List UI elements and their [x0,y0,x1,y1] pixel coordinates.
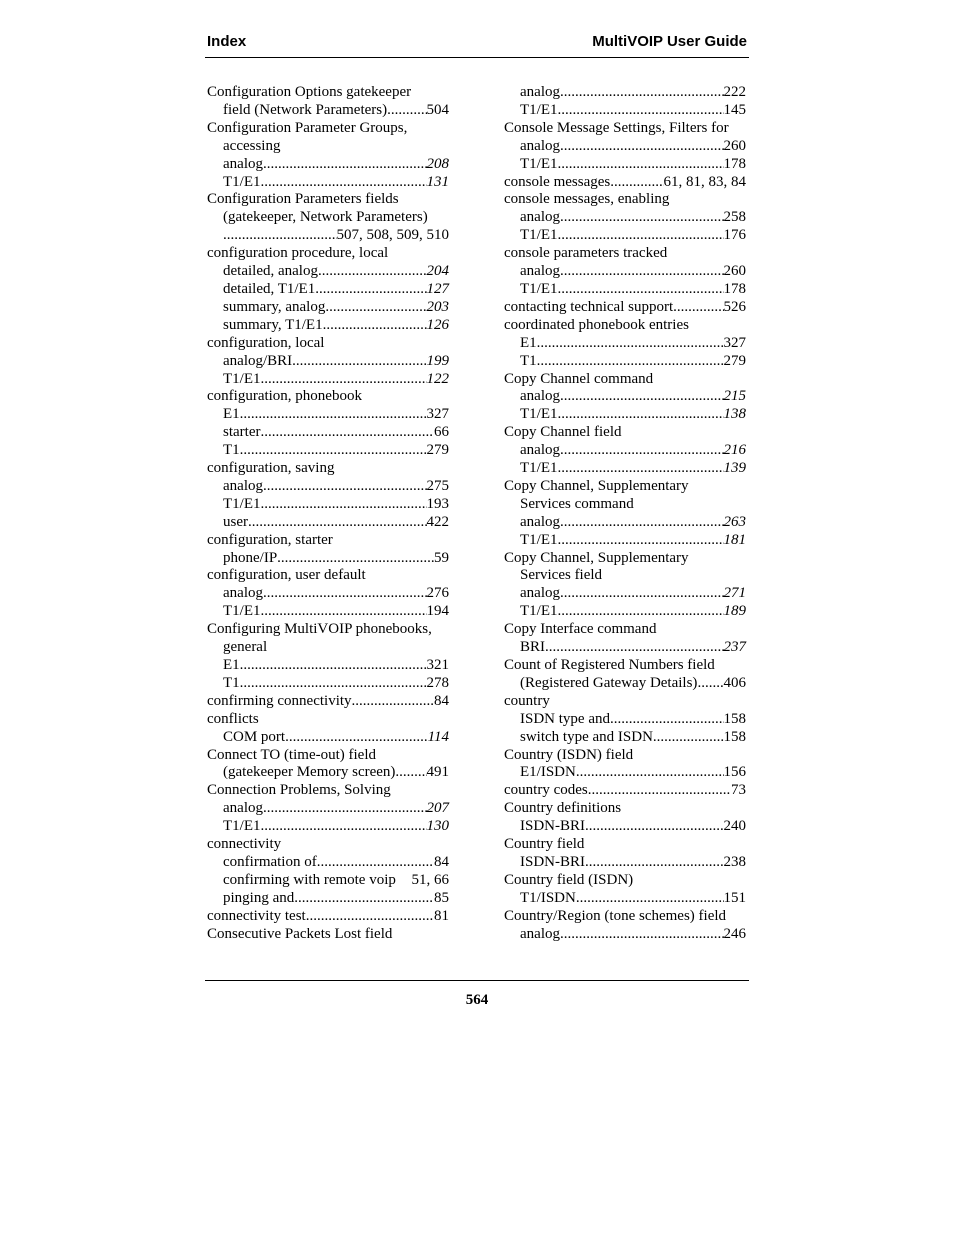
index-entry [504,335,746,353]
dot-leader [697,675,723,693]
dot-leader [261,371,427,389]
index-entry [207,764,449,782]
index-entry: general [223,639,268,656]
index-page-ref: 260 [723,137,746,154]
index-entry: Copy Interface command [504,621,657,638]
dot-leader [315,281,426,299]
index-entry-text: analog [520,263,560,280]
index-page-ref: 204 [426,263,449,280]
index-page-ref: 122 [426,370,449,387]
index-page-ref: 278 [426,674,449,691]
dot-leader [545,639,723,657]
index-page-ref: 208 [426,155,449,172]
index-entry: Country/Region (tone schemes) field [504,907,727,924]
index-entry: conflicts [207,710,259,727]
index-entry [504,156,746,174]
index-entry-text: analog [223,800,263,817]
index-entry [504,603,746,621]
index-entry [207,693,449,711]
index-page-ref: 246 [723,925,746,942]
index-entry-text: contacting technical support [504,298,674,315]
index-entry-text: T1/E1 [520,280,558,297]
index-entry [207,514,449,532]
index-entry [207,729,449,747]
index-entry-text: analog [223,155,263,172]
dot-leader [240,675,427,693]
index-entry [504,711,746,729]
index-entry-text: phone/IP [223,549,278,566]
dot-leader [325,299,426,317]
index-page-ref: 151 [723,889,746,906]
dot-leader [585,854,723,872]
dot-leader [673,299,723,317]
index-entry [207,424,449,442]
index-page-ref: 193 [426,495,449,512]
dot-leader [223,227,337,245]
dot-leader [560,84,724,102]
index-page-ref: 158 [723,710,746,727]
index-page-ref: 321 [426,657,449,673]
index-entry: Services command [520,495,634,512]
index-entry [504,729,746,747]
dot-leader [560,138,724,156]
dot-leader [560,209,724,227]
dot-leader [560,514,724,532]
index-entry [207,603,449,621]
index-entry [504,818,746,836]
footer-rule [205,980,749,981]
dot-leader [261,174,427,192]
index-entry-text: COM port [223,728,286,745]
index-entry [504,263,746,281]
index-entry-text: BRI [520,639,546,656]
index-entry [504,138,746,156]
index-entry: Country (ISDN) field [504,746,634,763]
index-page-ref: 327 [426,406,449,423]
index-entry-text: T1 [223,674,240,691]
dot-leader [240,442,427,460]
dot-leader [263,156,427,174]
index-entry [207,263,449,281]
index-entry [207,854,449,872]
index-page-ref: 85 [434,889,449,906]
dot-leader [558,156,724,174]
index-entry-text: T1 [520,352,537,369]
index-entry-text: ISDN type and [520,710,610,727]
index-page-ref: 114 [427,728,449,745]
index-column-left [207,84,449,944]
index-page-ref: 258 [723,209,746,226]
index-entry: Country definitions [504,800,622,817]
index-page-ref: 59 [434,549,449,566]
index-entry [207,585,449,603]
index-entry [504,281,746,299]
index-entry: Configuring MultiVOIP phonebooks, [207,621,432,638]
index-entry-text: E1 [223,657,240,673]
index-entry-text: T1/E1 [520,531,558,548]
index-entry [207,675,449,693]
index-entry: Configuration Options gatekeeper [207,84,412,100]
index-entry: Console Message Settings, Filters for [504,119,729,136]
index-page-ref: 199 [426,352,449,369]
index-entry-text: T1/E1 [223,495,261,512]
index-page-ref: 181 [723,531,746,548]
index-page-ref: 158 [723,728,746,745]
dot-leader [588,782,731,800]
index-entry [207,496,449,514]
index-entry: Count of Registered Numbers field [504,657,715,673]
dot-leader [294,890,434,908]
dot-leader [610,174,663,192]
index-entry [207,317,449,335]
index-page-ref: 81 [434,907,449,924]
index-entry-text: analog/BRI [223,352,293,369]
index-page-ref: 276 [426,585,449,602]
index-entry-text: T1/E1 [520,460,558,477]
index-entry [207,102,449,120]
index-entry [207,800,449,818]
index-page-ref: 127 [426,280,449,297]
index-entry-text: T1 [223,442,240,459]
index-entry-text: T1/E1 [223,173,261,190]
index-entry-text: confirming with remote voip [223,871,396,888]
index-entry: connectivity [207,836,282,853]
dot-leader [261,818,427,836]
index-entry-text: T1/E1 [223,603,261,620]
dot-leader [560,263,724,281]
index-entry [504,353,746,371]
index-entry-text: summary, T1/E1 [223,316,323,333]
index-entry-text: confirmation of [223,853,317,870]
index-page-ref: 156 [723,764,746,781]
index-entry [207,281,449,299]
dot-leader [306,908,434,926]
index-entry: configuration, starter [207,531,333,548]
index-page-ref: 138 [723,406,746,423]
index-entry [207,156,449,174]
index-entry-text: E1/ISDN [520,764,576,781]
index-page-ref: 271 [723,585,746,602]
index-entry: configuration, local [207,334,325,351]
dot-leader [323,317,427,335]
index-entry [504,460,746,478]
dot-leader [558,603,724,621]
index-entry-text: ISDN-BRI [520,853,586,870]
index-page-ref: 263 [723,513,746,530]
dot-leader [560,585,724,603]
index-entry-text: (Registered Gateway Details) [520,674,698,691]
index-entry-text: E1 [520,334,537,351]
index-page-ref: 61, 81, 83, 84 [663,173,746,190]
index-entry-text: T1/ISDN [520,889,576,906]
index-entry-text: detailed, T1/E1 [223,280,316,297]
index-entry [207,550,449,568]
index-page-ref: 178 [723,155,746,172]
index-entry [504,782,746,800]
index-entry-text: T1/E1 [520,155,558,172]
index-entry [504,442,746,460]
dot-leader [261,603,427,621]
index-entry: console messages, enabling [504,191,670,208]
dot-leader [387,102,426,120]
index-page-ref: 216 [723,442,746,459]
index-entry [207,657,449,675]
index-entry-text: connectivity test [207,907,306,924]
index-entry: configuration, user default [207,567,366,584]
dot-leader [292,353,426,371]
index-page-ref: 240 [723,818,746,835]
index-entry [207,299,449,317]
index-page-ref: 131 [426,173,449,190]
dot-leader [285,729,428,747]
dot-leader [261,496,427,514]
index-entry: configuration procedure, local [207,245,389,262]
dot-leader [395,764,426,782]
index-entry: Copy Channel, Supplementary [504,549,689,566]
index-entry-text: analog [223,477,263,494]
dot-leader [277,550,434,568]
index-page-ref: 145 [723,101,746,118]
index-entry-text: starter [223,424,261,441]
dot-leader [558,102,724,120]
index-entry-text: summary, analog [223,298,326,315]
dot-leader [240,657,427,675]
dot-leader [558,460,724,478]
dot-leader [576,764,724,782]
header-document-title: MultiVOIP User Guide [592,33,747,50]
index-entry-text: analog [520,388,560,405]
dot-leader [263,478,427,496]
dot-leader [558,406,724,424]
header-rule [205,57,749,58]
index-entry-text: console messages [504,173,611,190]
dot-leader [537,335,724,353]
index-entry: Connect TO (time-out) field [207,746,376,763]
index-page-ref: 178 [723,280,746,297]
index-entry [207,478,449,496]
dot-leader [248,514,427,532]
index-entry: Configuration Parameters fields [207,191,399,208]
index-page-ref: 189 [723,603,746,620]
index-entry-text: analog [520,442,560,459]
index-entry [504,299,746,317]
index-page-ref: 491 [426,764,449,781]
index-entry: Configuration Parameter Groups, [207,119,408,136]
index-page-ref: 194 [426,603,449,620]
index-entry [207,227,449,245]
index-entry [207,371,449,389]
index-page-ref: 422 [426,513,449,530]
dot-leader [317,854,434,872]
index-page-ref: 203 [426,298,449,315]
index-entry-text: ISDN-BRI [520,818,586,835]
index-page-ref: 327 [723,334,746,351]
index-entry: Services field [520,567,603,584]
index-page-ref: 126 [426,316,449,333]
dot-leader [558,532,724,550]
dot-leader [558,281,724,299]
index-entry [504,388,746,406]
index-page-ref: 176 [723,227,746,244]
index-entry [504,639,746,657]
index-entry-text: analog [520,925,560,942]
dot-leader [576,890,724,908]
index-page-ref: 279 [426,442,449,459]
dot-leader [263,585,427,603]
index-entry-text: E1 [223,406,240,423]
dot-leader [260,424,434,442]
index-entry [504,209,746,227]
index-entry-text: pinging and [223,889,295,906]
index-entry [207,442,449,460]
index-entry [504,227,746,245]
index-entry: Copy Channel command [504,370,654,387]
index-entry-text: analog [223,585,263,602]
index-entry: console parameters tracked [504,245,668,262]
index-entry-text: (gatekeeper Memory screen) [223,764,396,781]
index-entry: configuration, phonebook [207,388,362,405]
index-entry [504,532,746,550]
index-page-ref: 238 [723,853,746,870]
index-entry [207,818,449,836]
dot-leader [560,388,724,406]
index-entry-text: T1/E1 [520,406,558,423]
index-entry: Country field [504,836,585,853]
index-entry-text: analog [520,84,560,100]
index-entry: Consecutive Packets Lost field [207,925,393,942]
index-page-ref: 207 [426,800,449,817]
index-entry [504,406,746,424]
dot-leader [653,729,724,747]
index-entry-text: T1/E1 [520,227,558,244]
index-page-ref: 215 [723,388,746,405]
index-entry [207,872,449,890]
dot-leader [558,227,724,245]
index-page-ref: 84 [434,692,449,709]
index-page-ref: 526 [723,298,746,315]
index-entry [504,102,746,120]
index-page-ref: 222 [723,84,746,100]
index-page-ref: 51, 66 [411,871,449,888]
dot-leader [537,353,724,371]
index-entry: accessing [223,137,281,154]
index-entry-text: analog [520,137,560,154]
index-entry-text: analog [520,585,560,602]
dot-leader [560,442,724,460]
index-entry-text: analog [520,513,560,530]
page-number: 564 [465,992,489,1008]
index-entry [504,174,746,192]
index-page-ref: 260 [723,263,746,280]
index-entry-text: country codes [504,782,588,799]
page-header [207,33,747,53]
header-section-title: Index [207,33,247,50]
index-entry-text: detailed, analog [223,263,318,280]
index-entry: coordinated phonebook entries [504,316,689,333]
dot-leader [240,406,427,424]
dot-leader [352,693,434,711]
index-page-ref: 507, 508, 509, 510 [336,227,449,244]
index-entry [504,764,746,782]
index-entry [504,585,746,603]
index-entry-text: T1/E1 [520,101,558,118]
dot-leader [263,800,427,818]
index-entry [207,406,449,424]
index-entry: Connection Problems, Solving [207,782,391,799]
index-page-ref: 406 [723,674,746,691]
index-entry [207,353,449,371]
index-entry [504,926,746,944]
dot-leader [610,711,724,729]
index-entry: country [504,692,550,709]
index-entry [504,890,746,908]
index-page-ref: 237 [723,639,746,656]
index-entry [207,890,449,908]
index-page-ref: 504 [426,101,449,118]
index-entry: Copy Channel field [504,424,622,441]
dot-leader [560,926,724,944]
index-entry [207,174,449,192]
index-entry [504,84,746,102]
index-entry-text: user [223,513,248,530]
index-page-ref: 279 [723,352,746,369]
index-entry: configuration, saving [207,460,335,477]
index-entry-text: confirming connectivity [207,692,352,709]
index-entry-text: switch type and ISDN [520,728,653,745]
index-entry-text: T1/E1 [223,818,261,835]
dot-leader [318,263,427,281]
index-entry: (gatekeeper, Network Parameters) [223,209,428,226]
index-entry: Country field (ISDN) [504,871,634,888]
index-entry [504,514,746,532]
index-entry-text: analog [520,209,560,226]
index-entry [207,908,449,926]
index-entry [504,675,746,693]
index-page-ref: 66 [434,424,449,441]
index-page-ref: 73 [731,782,746,799]
index-entry [504,854,746,872]
index-page-ref: 84 [434,853,449,870]
index-entry: Copy Channel, Supplementary [504,477,689,494]
dot-leader [585,818,723,836]
index-entry-text: field (Network Parameters) [223,101,388,118]
index-page-ref: 139 [723,460,746,477]
index-page-ref: 275 [426,477,449,494]
index-entry-text: T1/E1 [223,370,261,387]
index-entry-text: T1/E1 [520,603,558,620]
index-page-ref: 130 [426,818,449,835]
index-column-right [504,84,746,944]
